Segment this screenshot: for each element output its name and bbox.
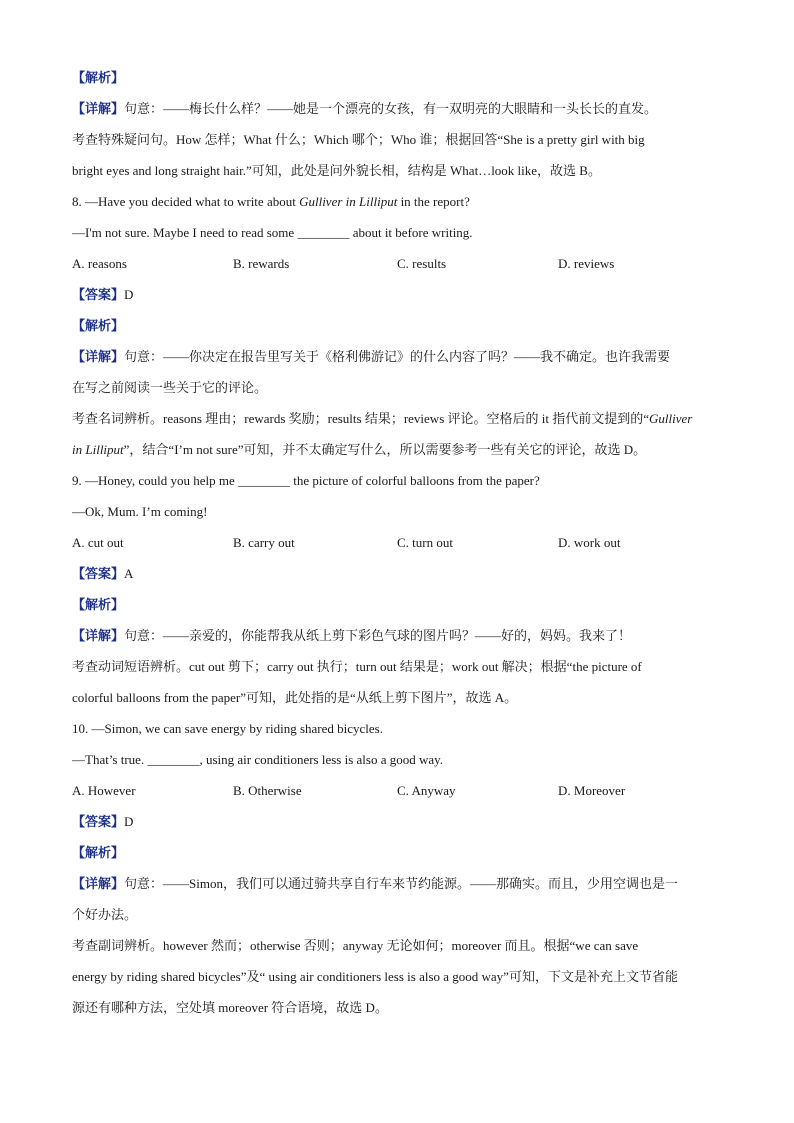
text-run: 源还有哪种方法，空处填 moreover 符合语境，故选 D。 [72, 1000, 388, 1015]
tag-label: 【答案】 [72, 287, 125, 302]
text-run: colorful balloons from the paper”可知，此处指的是“从纸上剪下图片”，故选 A。 [72, 690, 518, 705]
tag-label: 【详解】 [72, 101, 125, 116]
text-line [72, 403, 732, 434]
italic-title: in Lilliput [72, 442, 124, 457]
section-tag [72, 62, 732, 93]
text-line [72, 620, 732, 651]
text-line [72, 186, 732, 217]
tag-label: 【解析】 [72, 845, 125, 860]
text-line [72, 682, 732, 713]
text-run: 句意：——你决定在报告里写关于《格利佛游记》的什么内容了吗？——我不确定。也许我需要 [124, 349, 671, 364]
option-b: B. Otherwise [233, 783, 302, 798]
text-run: 句意：——梅长什么样？——她是一个漂亮的女孩，有一双明亮的大眼睛和一头长长的直发。 [124, 101, 658, 116]
text-line [72, 372, 732, 403]
option-d: D. reviews [558, 256, 615, 271]
text-run: in the report? [397, 194, 470, 209]
answer-options [72, 248, 732, 279]
text-line [72, 124, 732, 155]
text-line [72, 899, 732, 930]
text-run: D [124, 814, 134, 829]
text-run: —I'm not sure. Maybe I need to read some ________ about it before writing. [72, 225, 473, 240]
text-run: 9. —Honey, could you help me ________ the picture of colorful balloons from the paper? [72, 473, 540, 488]
document-page [72, 62, 732, 1023]
tag-label: 【详解】 [72, 349, 125, 364]
text-line [72, 496, 732, 527]
option-c: C. turn out [397, 535, 453, 550]
tag-label: 【解析】 [72, 318, 125, 333]
option-d: D. Moreover [558, 783, 626, 798]
tag-label: 【解析】 [72, 597, 125, 612]
text-run: 在写之前阅读一些关于它的评论。 [72, 380, 268, 395]
text-line [72, 155, 732, 186]
text-line [72, 961, 732, 992]
text-run: 个好办法。 [72, 907, 138, 922]
italic-title: Gulliver in Lilliput [299, 194, 398, 209]
text-line [72, 651, 732, 682]
text-line [72, 868, 732, 899]
text-run: 10. —Simon, we can save energy by riding shared bicycles. [72, 721, 383, 736]
text-run: 考查副词辨析。however 然而；otherwise 否则；anyway 无论如何；moreover 而且。根据“we can save [72, 938, 639, 953]
option-a: A. cut out [72, 535, 124, 550]
option-a: A. However [72, 783, 136, 798]
text-run: 考查动词短语辨析。cut out 剪下；carry out 执行；turn out 结果是；work out 解决；根据“the picture of [72, 659, 642, 674]
tag-label: 【解析】 [72, 70, 125, 85]
text-run: 考查名词辨析。reasons 理由；rewards 奖励；results 结果；reviews 评论。空格后的 it 指代前文提到的“ [72, 411, 649, 426]
section-tag [72, 310, 732, 341]
text-line [72, 713, 732, 744]
text-run: 句意：——亲爱的，你能帮我从纸上剪下彩色气球的图片吗？——好的，妈妈。我来了！ [124, 628, 632, 643]
italic-title: Gulliver [649, 411, 693, 426]
text-line [72, 558, 732, 589]
text-run: energy by riding shared bicycles”及“ using air conditioners less is also a good way”可知，下文是补充上文节省能 [72, 969, 678, 984]
tag-label: 【详解】 [72, 876, 125, 891]
option-b: B. carry out [233, 535, 295, 550]
answer-options [72, 527, 732, 558]
option-b: B. rewards [233, 256, 290, 271]
text-line [72, 744, 732, 775]
option-a: A. reasons [72, 256, 127, 271]
text-line [72, 465, 732, 496]
text-line [72, 93, 732, 124]
option-c: C. Anyway [397, 783, 456, 798]
tag-label: 【答案】 [72, 566, 125, 581]
text-run: 句意：——Simon，我们可以通过骑共享自行车来节约能源。——那确实。而且，少用空调也是一 [124, 876, 678, 891]
tag-label: 【详解】 [72, 628, 125, 643]
text-line [72, 806, 732, 837]
text-run: D [124, 287, 134, 302]
section-tag [72, 837, 732, 868]
text-run: A [124, 566, 134, 581]
text-line [72, 434, 732, 465]
text-run: bright eyes and long straight hair.”可知，此处是问外貌长相，结构是 What…look like，故选 B。 [72, 163, 601, 178]
tag-label: 【答案】 [72, 814, 125, 829]
option-d: D. work out [558, 535, 621, 550]
text-run: 8. —Have you decided what to write about [72, 194, 300, 209]
answer-options [72, 775, 732, 806]
section-tag [72, 589, 732, 620]
text-line [72, 217, 732, 248]
text-line [72, 992, 732, 1023]
text-line [72, 279, 732, 310]
text-run: —Ok, Mum. I’m coming! [72, 504, 208, 519]
option-c: C. results [397, 256, 447, 271]
text-line [72, 930, 732, 961]
text-run: —That’s true. ________, using air conditioners less is also a good way. [72, 752, 444, 767]
text-run: 考查特殊疑问句。How 怎样；What 什么；Which 哪个；Who 谁；根据回答“She is a pretty girl with big [72, 132, 645, 147]
text-run: ”，结合“I’m not sure”可知，并不太确定写什么，所以需要参考一些有关它的评论，故选 D。 [123, 442, 647, 457]
text-line [72, 341, 732, 372]
